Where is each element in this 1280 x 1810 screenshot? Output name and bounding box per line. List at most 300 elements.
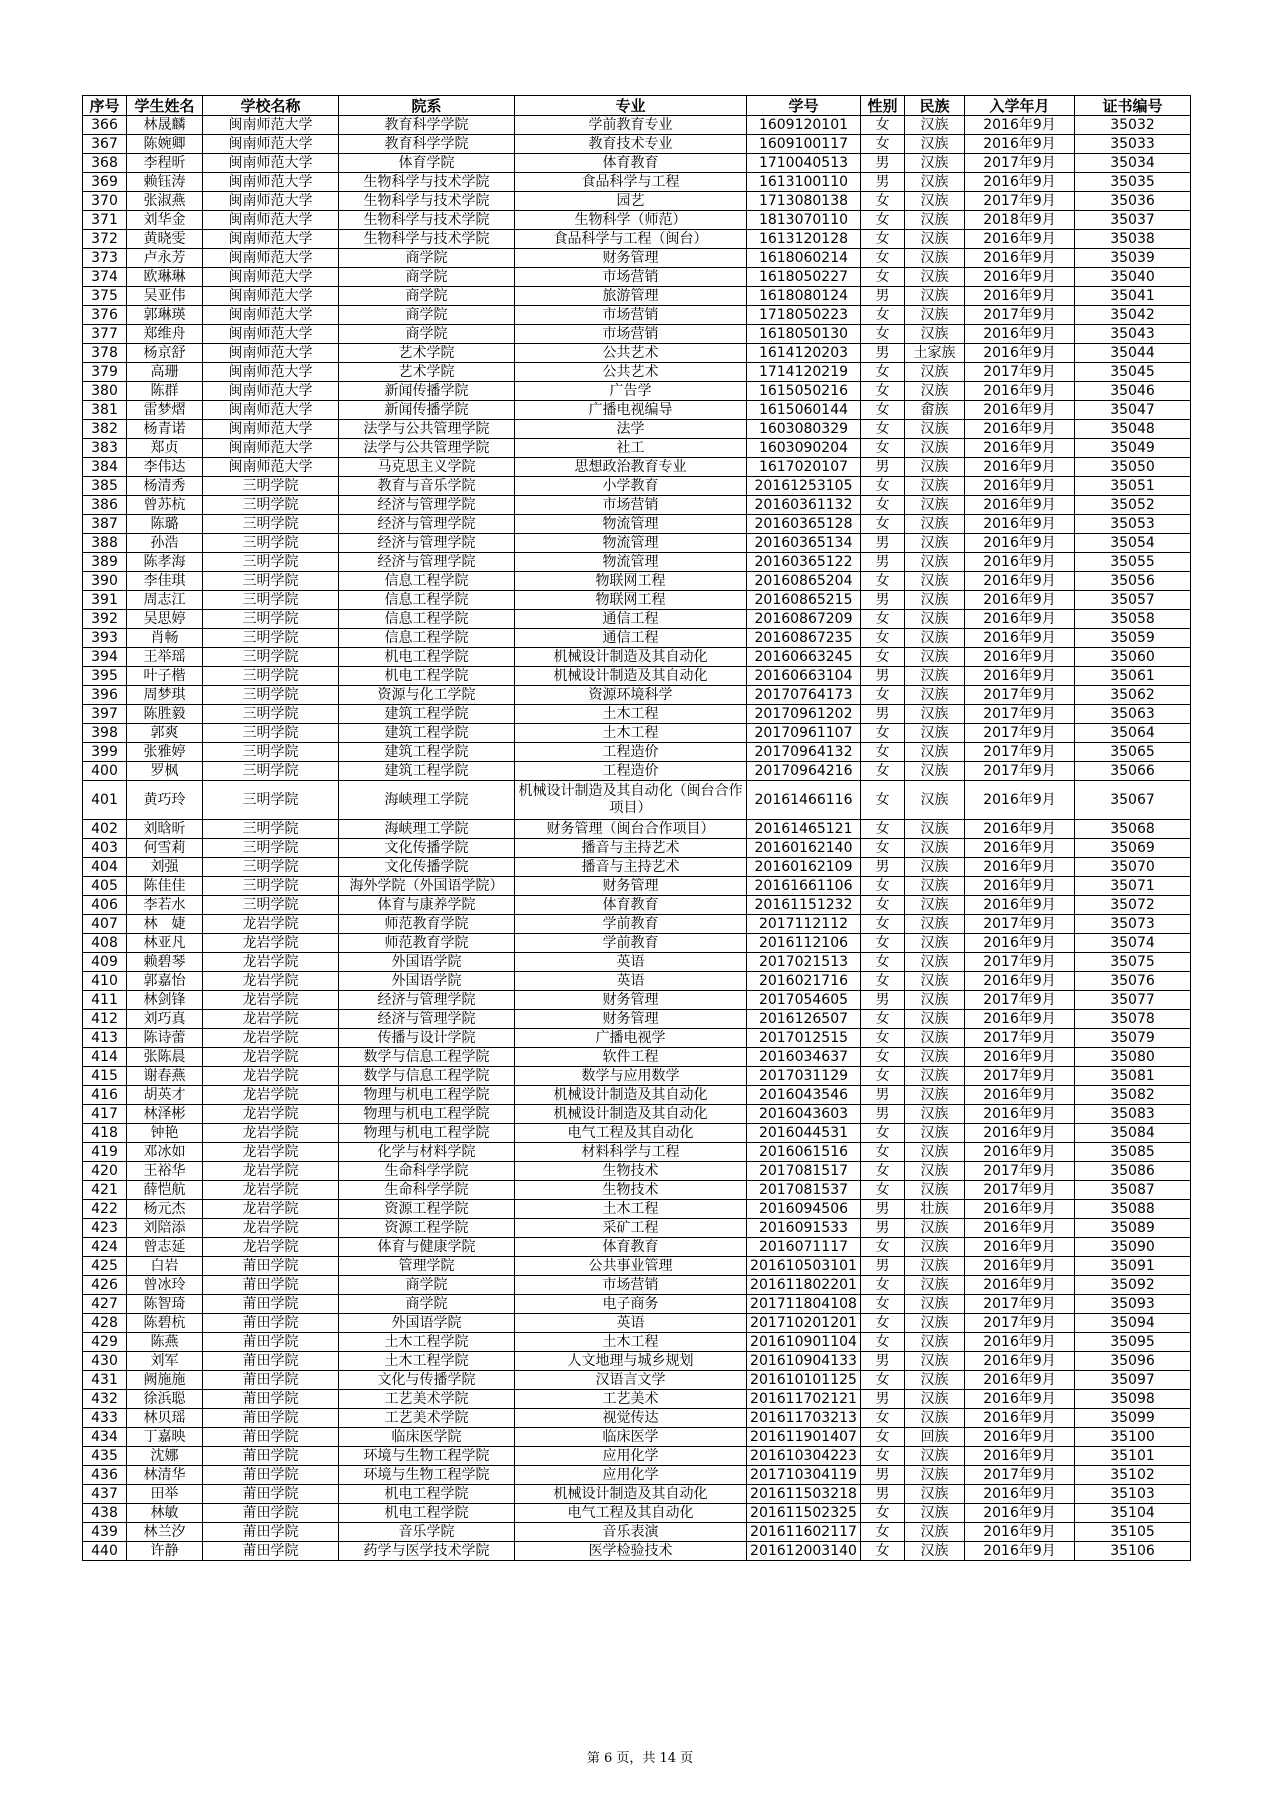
enrollment-date-cell: 2016年9月 [965, 1390, 1075, 1409]
table-row [83, 458, 1191, 477]
certificate-number-cell: 35041 [1075, 287, 1191, 306]
school-name-cell: 莆田学院 [203, 1542, 339, 1561]
table-row [83, 705, 1191, 724]
school-name-cell: 三明学院 [203, 572, 339, 591]
school-name-cell: 闽南师范大学 [203, 154, 339, 173]
certificate-number-cell: 35045 [1075, 363, 1191, 382]
row-number-cell: 416 [83, 1086, 127, 1105]
enrollment-date-cell: 2016年9月 [965, 116, 1075, 135]
table-row [83, 325, 1191, 344]
student-id-cell: 20160365128 [747, 515, 861, 534]
department-cell: 管理学院 [339, 1257, 515, 1276]
student-id-cell: 20170961107 [747, 724, 861, 743]
gender-cell: 男 [861, 173, 905, 192]
student-id-cell: 1718050223 [747, 306, 861, 325]
table-row [83, 268, 1191, 287]
row-number-cell: 378 [83, 344, 127, 363]
major-cell: 软件工程 [515, 1048, 747, 1067]
student-id-cell: 201710304119 [747, 1466, 861, 1485]
ethnicity-cell: 汉族 [905, 972, 965, 991]
student-id-cell: 20160663104 [747, 667, 861, 686]
certificate-number-cell: 35086 [1075, 1162, 1191, 1181]
gender-cell: 女 [861, 1504, 905, 1523]
ethnicity-cell: 汉族 [905, 477, 965, 496]
major-cell: 音乐表演 [515, 1523, 747, 1542]
student-name-cell: 张雅婷 [127, 743, 203, 762]
row-number-cell: 412 [83, 1010, 127, 1029]
student-name-cell: 郭琳瑛 [127, 306, 203, 325]
enrollment-date-cell: 2017年9月 [965, 1466, 1075, 1485]
column-header: 序号 [83, 96, 127, 116]
department-cell: 环境与生物工程学院 [339, 1466, 515, 1485]
school-name-cell: 三明学院 [203, 705, 339, 724]
certificate-number-cell: 35048 [1075, 420, 1191, 439]
table-row [83, 991, 1191, 1010]
ethnicity-cell: 汉族 [905, 1162, 965, 1181]
certificate-number-cell: 35047 [1075, 401, 1191, 420]
header-row [83, 96, 1191, 116]
row-number-cell: 367 [83, 135, 127, 154]
student-name-cell: 肖畅 [127, 629, 203, 648]
row-number-cell: 423 [83, 1219, 127, 1238]
student-name-cell: 阙施施 [127, 1371, 203, 1390]
department-cell: 体育学院 [339, 154, 515, 173]
enrollment-date-cell: 2017年9月 [965, 1029, 1075, 1048]
enrollment-date-cell: 2016年9月 [965, 1143, 1075, 1162]
table-row [83, 420, 1191, 439]
table-row [83, 1143, 1191, 1162]
school-name-cell: 三明学院 [203, 477, 339, 496]
certificate-number-cell: 35052 [1075, 496, 1191, 515]
school-name-cell: 三明学院 [203, 610, 339, 629]
department-cell: 物理与机电工程学院 [339, 1105, 515, 1124]
student-id-cell: 2016044531 [747, 1124, 861, 1143]
enrollment-date-cell: 2016年9月 [965, 173, 1075, 192]
table-row [83, 249, 1191, 268]
department-cell: 教育与音乐学院 [339, 477, 515, 496]
student-id-cell: 20161465121 [747, 820, 861, 839]
department-cell: 土木工程学院 [339, 1333, 515, 1352]
certificate-number-cell: 35037 [1075, 211, 1191, 230]
department-cell: 机电工程学院 [339, 667, 515, 686]
enrollment-date-cell: 2016年9月 [965, 1219, 1075, 1238]
certificate-number-cell: 35101 [1075, 1447, 1191, 1466]
certificate-number-cell: 35089 [1075, 1219, 1191, 1238]
ethnicity-cell: 汉族 [905, 306, 965, 325]
gender-cell: 女 [861, 1428, 905, 1447]
school-name-cell: 三明学院 [203, 896, 339, 915]
school-name-cell: 龙岩学院 [203, 991, 339, 1010]
gender-cell: 女 [861, 1048, 905, 1067]
student-id-cell: 2017031129 [747, 1067, 861, 1086]
major-cell: 财务管理 [515, 991, 747, 1010]
major-cell: 播音与主持艺术 [515, 858, 747, 877]
student-id-cell: 1609100117 [747, 135, 861, 154]
student-name-cell: 郑贞 [127, 439, 203, 458]
major-cell: 体育教育 [515, 154, 747, 173]
certificate-number-cell: 35073 [1075, 915, 1191, 934]
major-cell: 工艺美术 [515, 1390, 747, 1409]
student-name-cell: 周志江 [127, 591, 203, 610]
ethnicity-cell: 汉族 [905, 572, 965, 591]
student-name-cell: 陈碧杭 [127, 1314, 203, 1333]
certificate-number-cell: 35054 [1075, 534, 1191, 553]
gender-cell: 男 [861, 667, 905, 686]
gender-cell: 女 [861, 724, 905, 743]
school-name-cell: 莆田学院 [203, 1333, 339, 1352]
column-header: 学号 [747, 96, 861, 116]
row-number-cell: 372 [83, 230, 127, 249]
ethnicity-cell: 汉族 [905, 420, 965, 439]
student-name-cell: 白岩 [127, 1257, 203, 1276]
enrollment-date-cell: 2016年9月 [965, 972, 1075, 991]
certificate-number-cell: 35096 [1075, 1352, 1191, 1371]
student-name-cell: 田举 [127, 1485, 203, 1504]
student-id-cell: 1714120219 [747, 363, 861, 382]
certificate-number-cell: 35076 [1075, 972, 1191, 991]
table-row [83, 648, 1191, 667]
enrollment-date-cell: 2016年9月 [965, 268, 1075, 287]
row-number-cell: 436 [83, 1466, 127, 1485]
ethnicity-cell: 汉族 [905, 934, 965, 953]
row-number-cell: 393 [83, 629, 127, 648]
row-number-cell: 430 [83, 1352, 127, 1371]
enrollment-date-cell: 2016年9月 [965, 1409, 1075, 1428]
department-cell: 生物科学与技术学院 [339, 173, 515, 192]
school-name-cell: 三明学院 [203, 534, 339, 553]
ethnicity-cell: 汉族 [905, 1314, 965, 1333]
certificate-number-cell: 35044 [1075, 344, 1191, 363]
student-id-cell: 1618050227 [747, 268, 861, 287]
major-cell: 机械设计制造及其自动化 [515, 1086, 747, 1105]
gender-cell: 女 [861, 249, 905, 268]
gender-cell: 女 [861, 1067, 905, 1086]
table-row [83, 496, 1191, 515]
enrollment-date-cell: 2017年9月 [965, 1314, 1075, 1333]
student-id-cell: 20161253105 [747, 477, 861, 496]
department-cell: 商学院 [339, 306, 515, 325]
enrollment-date-cell: 2016年9月 [965, 877, 1075, 896]
student-name-cell: 王裕华 [127, 1162, 203, 1181]
certificate-number-cell: 35074 [1075, 934, 1191, 953]
major-cell: 体育教育 [515, 896, 747, 915]
department-cell: 外国语学院 [339, 972, 515, 991]
enrollment-date-cell: 2017年9月 [965, 953, 1075, 972]
ethnicity-cell: 汉族 [905, 915, 965, 934]
school-name-cell: 龙岩学院 [203, 1238, 339, 1257]
table-row [83, 1428, 1191, 1447]
major-cell: 公共事业管理 [515, 1257, 747, 1276]
student-id-cell: 1603090204 [747, 439, 861, 458]
ethnicity-cell: 汉族 [905, 1409, 965, 1428]
enrollment-date-cell: 2018年9月 [965, 211, 1075, 230]
student-id-cell: 1617020107 [747, 458, 861, 477]
school-name-cell: 龙岩学院 [203, 915, 339, 934]
department-cell: 建筑工程学院 [339, 724, 515, 743]
school-name-cell: 龙岩学院 [203, 1181, 339, 1200]
row-number-cell: 428 [83, 1314, 127, 1333]
enrollment-date-cell: 2016年9月 [965, 1105, 1075, 1124]
table-row [83, 211, 1191, 230]
student-name-cell: 欧琳琳 [127, 268, 203, 287]
student-id-cell: 201710201201 [747, 1314, 861, 1333]
gender-cell: 女 [861, 1447, 905, 1466]
school-name-cell: 闽南师范大学 [203, 287, 339, 306]
certificate-number-cell: 35068 [1075, 820, 1191, 839]
row-number-cell: 410 [83, 972, 127, 991]
ethnicity-cell: 汉族 [905, 154, 965, 173]
table-row [83, 1466, 1191, 1485]
major-cell: 机械设计制造及其自动化（闽台合作项目） [515, 781, 747, 820]
department-cell: 生物科学与技术学院 [339, 230, 515, 249]
row-number-cell: 368 [83, 154, 127, 173]
certificate-number-cell: 35049 [1075, 439, 1191, 458]
ethnicity-cell: 汉族 [905, 1010, 965, 1029]
table-row [83, 877, 1191, 896]
major-cell: 广播电视编导 [515, 401, 747, 420]
row-number-cell: 371 [83, 211, 127, 230]
major-cell: 机械设计制造及其自动化 [515, 648, 747, 667]
student-id-cell: 1603080329 [747, 420, 861, 439]
enrollment-date-cell: 2016年9月 [965, 820, 1075, 839]
student-id-cell: 2016071117 [747, 1238, 861, 1257]
ethnicity-cell: 汉族 [905, 724, 965, 743]
major-cell: 物流管理 [515, 553, 747, 572]
student-name-cell: 刘陪添 [127, 1219, 203, 1238]
student-id-cell: 201611702121 [747, 1390, 861, 1409]
certificate-number-cell: 35093 [1075, 1295, 1191, 1314]
certificate-number-cell: 35090 [1075, 1238, 1191, 1257]
gender-cell: 男 [861, 1086, 905, 1105]
major-cell: 市场营销 [515, 306, 747, 325]
table-row [83, 1181, 1191, 1200]
table-row [83, 1523, 1191, 1542]
major-cell: 市场营销 [515, 268, 747, 287]
row-number-cell: 395 [83, 667, 127, 686]
enrollment-date-cell: 2016年9月 [965, 1523, 1075, 1542]
certificate-number-cell: 35059 [1075, 629, 1191, 648]
student-name-cell: 罗枫 [127, 762, 203, 781]
department-cell: 临床医学院 [339, 1428, 515, 1447]
row-number-cell: 380 [83, 382, 127, 401]
major-cell: 物流管理 [515, 534, 747, 553]
ethnicity-cell: 土家族 [905, 344, 965, 363]
table-row [83, 1295, 1191, 1314]
row-number-cell: 389 [83, 553, 127, 572]
table-row [83, 858, 1191, 877]
student-name-cell: 薛恺航 [127, 1181, 203, 1200]
row-number-cell: 383 [83, 439, 127, 458]
student-name-cell: 张淑燕 [127, 192, 203, 211]
ethnicity-cell: 汉族 [905, 1447, 965, 1466]
major-cell: 英语 [515, 972, 747, 991]
table-row [83, 762, 1191, 781]
school-name-cell: 龙岩学院 [203, 1086, 339, 1105]
table-row [83, 953, 1191, 972]
enrollment-date-cell: 2016年9月 [965, 1333, 1075, 1352]
student-id-cell: 20160867235 [747, 629, 861, 648]
student-id-cell: 20170961202 [747, 705, 861, 724]
student-name-cell: 刘晗昕 [127, 820, 203, 839]
school-name-cell: 龙岩学院 [203, 1105, 339, 1124]
major-cell: 食品科学与工程（闽台） [515, 230, 747, 249]
major-cell: 学前教育 [515, 934, 747, 953]
ethnicity-cell: 汉族 [905, 553, 965, 572]
row-number-cell: 387 [83, 515, 127, 534]
school-name-cell: 闽南师范大学 [203, 382, 339, 401]
major-cell: 英语 [515, 1314, 747, 1333]
student-id-cell: 20160663245 [747, 648, 861, 667]
department-cell: 法学与公共管理学院 [339, 420, 515, 439]
row-number-cell: 433 [83, 1409, 127, 1428]
table-row [83, 135, 1191, 154]
certificate-number-cell: 35087 [1075, 1181, 1191, 1200]
gender-cell: 女 [861, 1371, 905, 1390]
department-cell: 商学院 [339, 1295, 515, 1314]
school-name-cell: 莆田学院 [203, 1485, 339, 1504]
certificate-number-cell: 35038 [1075, 230, 1191, 249]
department-cell: 商学院 [339, 287, 515, 306]
enrollment-date-cell: 2016年9月 [965, 1238, 1075, 1257]
gender-cell: 女 [861, 515, 905, 534]
school-name-cell: 三明学院 [203, 762, 339, 781]
gender-cell: 男 [861, 534, 905, 553]
major-cell: 食品科学与工程 [515, 173, 747, 192]
gender-cell: 女 [861, 1181, 905, 1200]
row-number-cell: 381 [83, 401, 127, 420]
row-number-cell: 425 [83, 1257, 127, 1276]
table-row [83, 230, 1191, 249]
certificate-number-cell: 35061 [1075, 667, 1191, 686]
ethnicity-cell: 汉族 [905, 629, 965, 648]
student-id-cell: 2017112112 [747, 915, 861, 934]
certificate-number-cell: 35106 [1075, 1542, 1191, 1561]
enrollment-date-cell: 2016年9月 [965, 1048, 1075, 1067]
student-name-cell: 刘军 [127, 1352, 203, 1371]
table-row [83, 1352, 1191, 1371]
table-row [83, 192, 1191, 211]
ethnicity-cell: 汉族 [905, 1219, 965, 1238]
student-id-cell: 1615060144 [747, 401, 861, 420]
ethnicity-cell: 汉族 [905, 1295, 965, 1314]
ethnicity-cell: 汉族 [905, 135, 965, 154]
gender-cell: 男 [861, 553, 905, 572]
table-row [83, 477, 1191, 496]
table-row [83, 1029, 1191, 1048]
ethnicity-cell: 畲族 [905, 401, 965, 420]
ethnicity-cell: 汉族 [905, 1333, 965, 1352]
enrollment-date-cell: 2017年9月 [965, 154, 1075, 173]
student-id-cell: 20160867209 [747, 610, 861, 629]
table-row [83, 820, 1191, 839]
gender-cell: 女 [861, 781, 905, 820]
department-cell: 教育科学学院 [339, 135, 515, 154]
major-cell: 临床医学 [515, 1428, 747, 1447]
gender-cell: 女 [861, 1542, 905, 1561]
table-row [83, 1504, 1191, 1523]
school-name-cell: 三明学院 [203, 667, 339, 686]
ethnicity-cell: 汉族 [905, 458, 965, 477]
certificate-number-cell: 35033 [1075, 135, 1191, 154]
certificate-number-cell: 35103 [1075, 1485, 1191, 1504]
table-row [83, 534, 1191, 553]
major-cell: 生物技术 [515, 1162, 747, 1181]
certificate-number-cell: 35035 [1075, 173, 1191, 192]
ethnicity-cell: 汉族 [905, 1371, 965, 1390]
table-row [83, 1162, 1191, 1181]
school-name-cell: 闽南师范大学 [203, 458, 339, 477]
certificate-number-cell: 35070 [1075, 858, 1191, 877]
ethnicity-cell: 汉族 [905, 192, 965, 211]
student-name-cell: 林剑锋 [127, 991, 203, 1010]
student-id-cell: 20160865204 [747, 572, 861, 591]
school-name-cell: 三明学院 [203, 496, 339, 515]
student-name-cell: 林兰汐 [127, 1523, 203, 1542]
major-cell: 体育教育 [515, 1238, 747, 1257]
school-name-cell: 莆田学院 [203, 1409, 339, 1428]
ethnicity-cell: 汉族 [905, 439, 965, 458]
major-cell: 教育技术专业 [515, 135, 747, 154]
student-id-cell: 201610101125 [747, 1371, 861, 1390]
enrollment-date-cell: 2016年9月 [965, 420, 1075, 439]
student-id-cell: 20161466116 [747, 781, 861, 820]
gender-cell: 女 [861, 953, 905, 972]
school-name-cell: 龙岩学院 [203, 1162, 339, 1181]
certificate-number-cell: 35063 [1075, 705, 1191, 724]
ethnicity-cell: 汉族 [905, 1485, 965, 1504]
enrollment-date-cell: 2017年9月 [965, 915, 1075, 934]
enrollment-date-cell: 2016年9月 [965, 1086, 1075, 1105]
student-name-cell: 陈群 [127, 382, 203, 401]
student-name-cell: 曾苏杭 [127, 496, 203, 515]
student-name-cell: 陈孝海 [127, 553, 203, 572]
gender-cell: 女 [861, 1523, 905, 1542]
gender-cell: 女 [861, 896, 905, 915]
school-name-cell: 龙岩学院 [203, 953, 339, 972]
table-row [83, 1257, 1191, 1276]
row-number-cell: 438 [83, 1504, 127, 1523]
major-cell: 播音与主持艺术 [515, 839, 747, 858]
table-row [83, 154, 1191, 173]
student-id-cell: 2016126507 [747, 1010, 861, 1029]
table-row [83, 401, 1191, 420]
certificate-number-cell: 35067 [1075, 781, 1191, 820]
student-name-cell: 刘华金 [127, 211, 203, 230]
department-cell: 建筑工程学院 [339, 762, 515, 781]
gender-cell: 女 [861, 915, 905, 934]
student-name-cell: 黄巧玲 [127, 781, 203, 820]
enrollment-date-cell: 2016年9月 [965, 382, 1075, 401]
certificate-number-cell: 35060 [1075, 648, 1191, 667]
enrollment-date-cell: 2017年9月 [965, 306, 1075, 325]
certificate-number-cell: 35080 [1075, 1048, 1191, 1067]
ethnicity-cell: 汉族 [905, 496, 965, 515]
school-name-cell: 三明学院 [203, 648, 339, 667]
school-name-cell: 龙岩学院 [203, 1124, 339, 1143]
school-name-cell: 莆田学院 [203, 1295, 339, 1314]
table-row [83, 781, 1191, 820]
school-name-cell: 闽南师范大学 [203, 230, 339, 249]
enrollment-date-cell: 2017年9月 [965, 686, 1075, 705]
enrollment-date-cell: 2016年9月 [965, 934, 1075, 953]
row-number-cell: 409 [83, 953, 127, 972]
gender-cell: 男 [861, 1200, 905, 1219]
school-name-cell: 三明学院 [203, 629, 339, 648]
ethnicity-cell: 汉族 [905, 211, 965, 230]
row-number-cell: 432 [83, 1390, 127, 1409]
student-name-cell: 陈璐 [127, 515, 203, 534]
department-cell: 新闻传播学院 [339, 382, 515, 401]
